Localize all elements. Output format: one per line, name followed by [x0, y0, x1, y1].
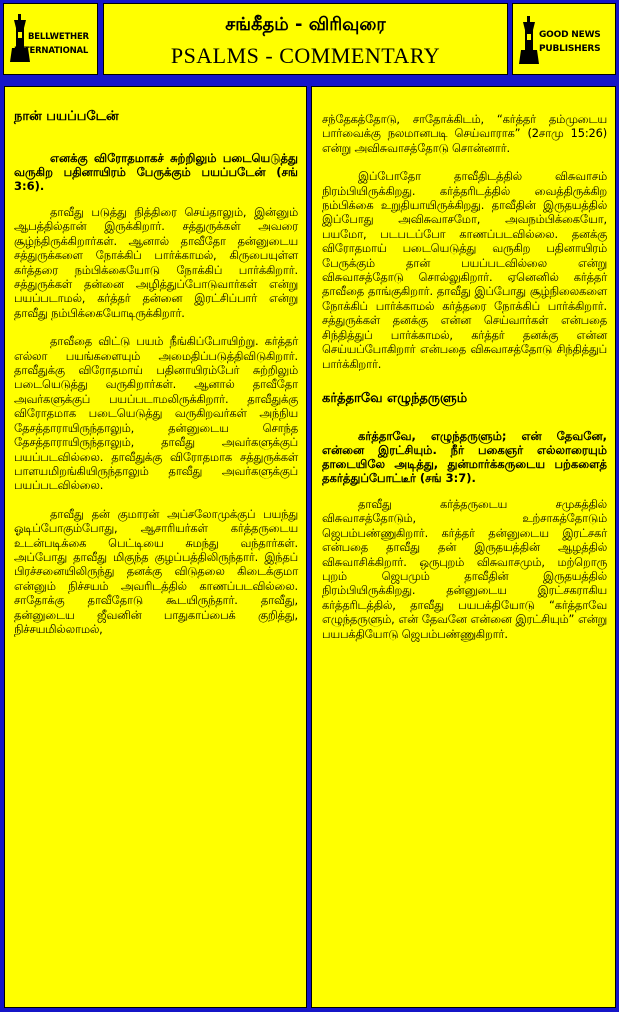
good-news-logo — [517, 16, 613, 66]
right-column — [311, 86, 616, 1008]
title-box — [103, 3, 508, 75]
left-column — [4, 86, 307, 1008]
title-tamil: சங்கீதம் - விரிவுரை — [225, 14, 386, 35]
bellwether-logo — [8, 14, 98, 68]
paragraph: தாவீது படுத்து நித்திரை செய்தாலும், இன்னும் ஆபத்தில்தான் இருக்கிறார். சத்துருக்கள் அவரை சூழ்ந்திருக்கிறார்கள். ஆனால் தாவீதோ தன்னுடைய சத்துருக்களை நோக்கிப் பார்க்காமல், கிருபையுள்ள கர்த்தரை நம்பிக்கையோடு நோக்கிப் பார்க்கிறார். சத்துருக்கள் தன்னை அழித்துப்போடுவார்கள் என்று பயப்படாமல், கர்த்தர் தன்னை இரட்சிப்பார் என்று தாவீது நம்பிக்கையோடிருக்கிறார். — [14, 205, 298, 320]
left-logo-line2: INTERNATIONAL — [14, 46, 89, 56]
section-title: நான் பயப்படேன் — [14, 109, 119, 124]
right-logo-box — [512, 3, 616, 75]
header-bar — [0, 0, 619, 80]
paragraph: தாவீதை விட்டு பயம் நீங்கிப்போயிற்று. கர்த்தர் எல்லா பயங்களையும் அமைதிப்படுத்திவிடுகிறார். தாவீதுக்கு விரோதமாய் பதினாயிரம்பேர் சுற்றிலும் படையெடுத்து வருகிறார்கள். ஆனால் தாவீதோ அவர்களுக்குப் பயப்படாமலிருக்கிறார். தாவீதுக்கு விரோதமாக படையெடுத்து வருகிறவர்கள் அந்நிய தேசத்தாராயிருந்தாலும், தன்னுடைய சொந்த தேசத்தாராயிருந்தாலும், தாவீது அவர்களுக்குப் பயப்படவில்லை. தாவீதுக்கு விரோதமாக சத்துருக்கள் பாளயமிறங்கியிருந்தாலும் தாவீது அவர்களுக்குப் பயப்படவில்லை. — [14, 334, 298, 493]
tower-icon — [519, 16, 539, 66]
title-english: PSALMS - COMMENTARY — [170, 43, 441, 68]
verse-quote: கர்த்தாவே, எழுந்தருளும்; என் தேவனே, என்னை இரட்சியும். நீர் பகைஞர் எல்லாரையும் தாடையிலே அடித்து, துன்மார்க்கருடைய பற்களைத் தகர்த்துப்போட்டீர் (சங் 3:7). — [322, 428, 607, 485]
paragraph: தாவீது தன் குமாரன் அப்சலோமுக்குப் பயந்து ஓடிப்போகும்போது, ஆசாரியர்கள் கர்த்தருடைய உடன்படிக்கை பெட்டியை சுமந்து வந்தார்கள். அப்போது தாவீது மிகுந்த குழப்பத்திலிருந்தார். இந்தப் பிரச்சனையிலிருந்து தனக்கு விடுதலை கிடைக்குமா என்னும் நிச்சயம் அவரிடத்தில் காணப்படவில்லை. சாதோக்கு தாவீதோடு கூடயிருந்தார். தாவீது, தன்னுடைய ஜீவனின் பாதுகாப்பைக் குறித்து, நிச்சயமில்லாமல், — [14, 506, 298, 636]
verse-quote: எனக்கு விரோதமாகச் சுற்றிலும் படையெடுத்து வருகிற பதினாயிரம் பேருக்கும் பயப்படேன் (சங் 3:6). — [14, 151, 298, 193]
right-logo-line2: PUBLISHERS — [539, 44, 601, 54]
right-logo-line1: GOOD NEWS — [539, 30, 601, 40]
paragraph: தாவீது கர்த்தருடைய சமுகத்தில் விசுவாசத்தோடும், உற்சாகத்தோடும் ஜெபம்பண்ணுகிறார். கர்த்தர் தன்னுடைய இரட்சகர் என்பதை தாவீது தன் இருதயத்தின் ஆழத்தில் விசுவாசிக்கிறார். ஒருபுறம் விசுவாசமும், மற்றொரு புறம் ஜெபமும் தாவீதின் இருதயத்தில் நிரம்பியிருக்கிறது. தன்னுடைய இரட்சகராகிய கர்த்தரிடத்தில், தாவீது பயபக்தியோடு “கர்த்தாவே எழுந்தருளும், என் தேவனே என்னை இரட்சியும்” என்று பயபக்தியோடு ஜெபம்பண்ணுகிறார். — [322, 496, 607, 641]
left-logo-box — [3, 3, 98, 75]
paragraph: இப்போதோ தாவீதிடத்தில் விசுவாசம் நிரம்பியிருக்கிறது. கர்த்தரிடத்தில் வைத்திருக்கிற நம்பிக்கை உறுதியாயிருக்கிறது. தாவீதின் இருதயத்தில் இப்போது அவிசுவாசமோ, அவநம்பிக்கையோ, பயமோ, படபடப்போ காணப்படவில்லை. தனக்கு விரோதமாய் படையெடுத்து வருகிற பதினாயிரம் பேருக்கும் தான் பயப்படவில்லை என்று விசுவாசத்தோடு சொல்லுகிறார். ஏனெனில் கர்த்தர் தாவீதை தாங்குகிறார். தாவீது இப்போது சூழ்நிலைகளை நோக்கிப் பார்க்காமல் கர்த்தரை நோக்கிப் பார்க்கிறார். சத்துருக்கள் தனக்கு என்ன செய்வார்கள் என்பதை சிந்தித்துப் பார்க்காமல், கர்த்தர் தனக்கு என்ன செய்யப்போகிறார் என்பதை விசுவாசத்தோடு சிந்தித்துப் பார்க்கிறார். — [322, 169, 607, 371]
paragraph: சந்தேகத்தோடு, சாதோக்கிடம், “கர்த்தர் தம்முடைய பார்வைக்கு நலமானபடி செய்வாராக” (2சாமு 15:26) என்று அவிசுவாசத்தோடு சொன்னார். — [322, 112, 607, 155]
body-frame — [0, 80, 619, 1012]
left-logo-line1: BELLWETHER — [28, 32, 89, 42]
section-title: கர்த்தாவே எழுந்தருளும் — [322, 390, 468, 406]
